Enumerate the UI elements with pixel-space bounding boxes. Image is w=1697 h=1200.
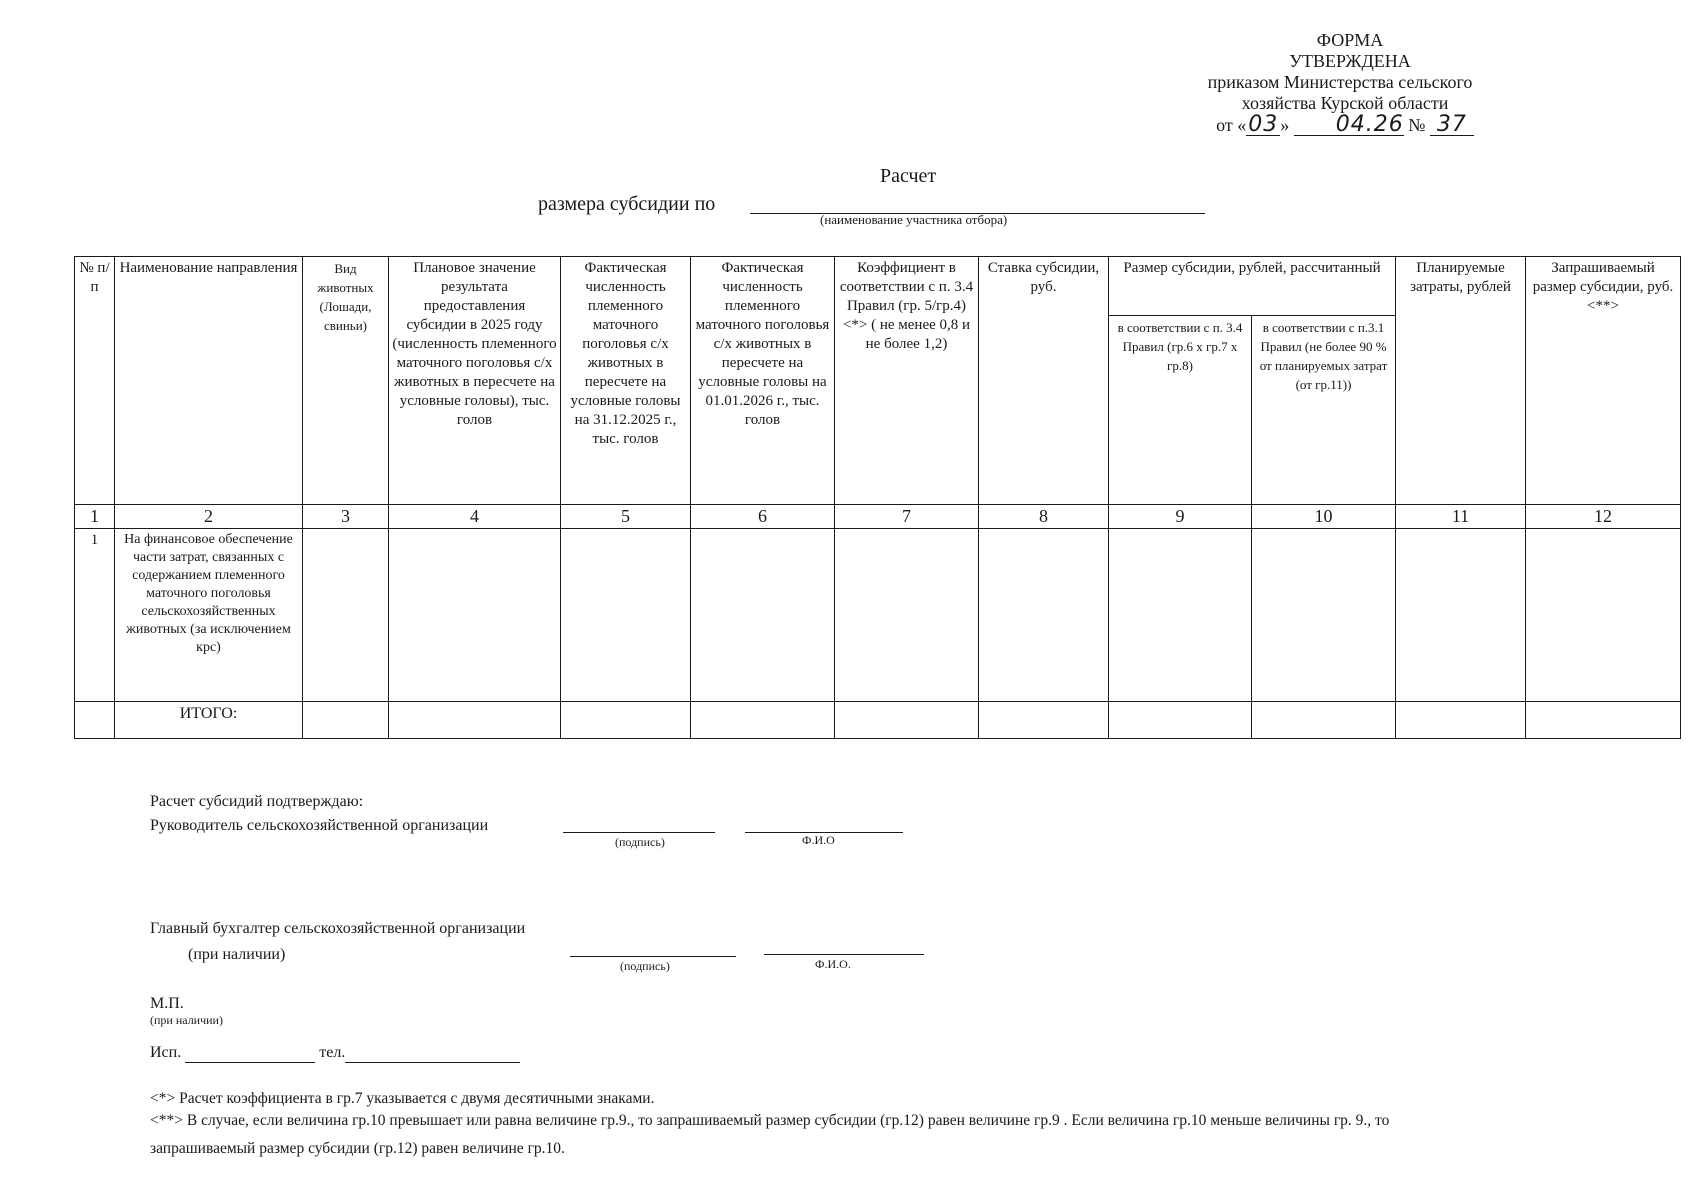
col-number: 6 — [691, 505, 835, 529]
date-day: 03 — [1248, 112, 1279, 137]
form-label: ФОРМА — [1316, 30, 1384, 50]
total-cell[interactable] — [303, 702, 389, 739]
note-2: <**> В случае, если величина гр.10 превышает или равна величине гр.9., то запрашиваемый размер субсидии (гр.12) равен величине гр.9 . Если величина гр.10 меньше величины гр. 9., то — [150, 1112, 1390, 1129]
accountant-signature-line[interactable] — [570, 956, 736, 957]
cell-planned-costs[interactable] — [1396, 529, 1526, 702]
col-header-rate: Ставка субсидии, руб. — [979, 257, 1109, 505]
ministry-line: хозяйства Курской области — [1241, 93, 1449, 113]
col-header-subsidy-by-3-1: в соответствии с п.3.1 Правил (не более 90 % от планируемых затрат (от гр.11)) — [1252, 316, 1396, 505]
col-number: 8 — [979, 505, 1109, 529]
accountant-if-any: (при наличии) — [188, 946, 286, 963]
col-header-coefficient: Коэффициент в соответствии с п. 3.4 Правил (гр. 5/гр.4) <*> ( не менее 0,8 и не более 1,2) — [835, 257, 979, 505]
doc-title: Расчет — [880, 165, 937, 187]
cell-rate[interactable] — [979, 529, 1109, 702]
order-date-line — [1170, 114, 1520, 136]
col-number: 5 — [561, 505, 691, 529]
stamp-label: М.П. — [150, 995, 184, 1012]
total-cell[interactable] — [979, 702, 1109, 739]
row-direction-name: На финансовое обеспечение части затрат, связанных с содержанием племенного маточного поголовья сельскохозяйственных животных (за исключением крс) — [115, 529, 303, 702]
order-line: приказом Министерства сельского — [1207, 72, 1473, 92]
col-header-num: № п/п — [75, 257, 115, 505]
col-number: 3 — [303, 505, 389, 529]
total-cell[interactable] — [1109, 702, 1252, 739]
cell-actual-2025[interactable] — [561, 529, 691, 702]
cell-coefficient[interactable] — [835, 529, 979, 702]
total-cell[interactable] — [389, 702, 561, 739]
note-3: запрашиваемый размер субсидии (гр.12) равен величине гр.10. — [150, 1140, 565, 1157]
head-fio-caption: Ф.И.О — [802, 833, 835, 847]
total-row — [75, 702, 1681, 739]
cell-plan-value[interactable] — [389, 529, 561, 702]
order-number: 37 — [1430, 114, 1474, 136]
accountant-label: Главный бухгалтер сельскохозяйственной организации — [150, 920, 526, 937]
subsidy-table — [74, 256, 1681, 739]
cell-actual-2026[interactable] — [691, 529, 835, 702]
date-prefix: от « — [1216, 115, 1247, 135]
head-signature-caption: (подпись) — [615, 835, 665, 849]
col-number: 1 — [75, 505, 115, 529]
col-number: 4 — [389, 505, 561, 529]
col-number: 7 — [835, 505, 979, 529]
phone-field[interactable] — [345, 1044, 520, 1063]
cell-animal-type[interactable] — [303, 529, 389, 702]
executor-label: Исп. — [150, 1044, 182, 1061]
col-number: 10 — [1252, 505, 1396, 529]
approved-label: УТВЕРЖДЕНА — [1289, 51, 1411, 71]
accountant-fio-caption: Ф.И.О. — [815, 957, 851, 971]
header-row — [75, 257, 1681, 316]
phone-label: тел. — [319, 1044, 346, 1061]
participant-caption: (наименование участника отбора) — [820, 212, 1008, 227]
approval-header — [1180, 30, 1520, 136]
executor-field[interactable] — [185, 1044, 315, 1063]
col-header-plan-value: Плановое значение результата предоставления субсидии в 2025 году (численность племенного маточного поголовья с/х животных в пересчете на условные головы), тыс. голов — [389, 257, 561, 505]
confirm-label: Расчет субсидий подтверждаю: — [150, 793, 364, 810]
accountant-fio-line[interactable] — [764, 954, 924, 955]
total-cell[interactable] — [835, 702, 979, 739]
col-number: 2 — [115, 505, 303, 529]
column-numbers-row — [75, 505, 1681, 529]
doc-subtitle: размера субсидии по — [538, 193, 716, 215]
total-empty — [75, 702, 115, 739]
total-cell[interactable] — [1396, 702, 1526, 739]
date-mid: » — [1280, 115, 1290, 135]
col-header-name: Наименование направления — [115, 257, 303, 505]
col-header-actual-2026: Фактическая численность племенного маточного поголовья с/х животных в пересчете на условные головы на 01.01.2026 г., тыс. голов — [691, 257, 835, 505]
col-number: 12 — [1526, 505, 1681, 529]
total-label: ИТОГО: — [115, 702, 303, 739]
table-row — [75, 529, 1681, 702]
total-cell[interactable] — [1252, 702, 1396, 739]
number-sign: № — [1408, 115, 1426, 135]
total-cell[interactable] — [691, 702, 835, 739]
cell-subsidy-by-3-4[interactable] — [1109, 529, 1252, 702]
row-number: 1 — [75, 529, 115, 702]
stamp-note: (при наличии) — [150, 1013, 223, 1027]
col-header-subsidy-by-3-4: в соответствии с п. 3.4 Правил (гр.6 х гр.7 х гр.8) — [1109, 316, 1252, 505]
col-number: 11 — [1396, 505, 1526, 529]
date-month: 04.26 — [1294, 114, 1404, 136]
col-header-actual-2025: Фактическая численность племенного маточного поголовья с/х животных в пересчете на условные головы на 31.12.2025 г., тыс. голов — [561, 257, 691, 505]
cell-subsidy-by-3-1[interactable] — [1252, 529, 1396, 702]
col-header-requested: Запрашиваемый размер субсидии, руб. <**> — [1526, 257, 1681, 505]
head-label: Руководитель сельскохозяйственной организации — [150, 817, 489, 834]
head-signature-line[interactable] — [563, 832, 715, 833]
col-header-animal-type: Вид животных (Лошади, свиньи) — [303, 257, 389, 505]
executor-line — [150, 1044, 520, 1063]
total-cell[interactable] — [1526, 702, 1681, 739]
note-1: <*> Расчет коэффициента в гр.7 указывается с двумя десятичными знаками. — [150, 1090, 655, 1107]
col-number: 9 — [1109, 505, 1252, 529]
col-header-planned-costs: Планируемые затраты, рублей — [1396, 257, 1526, 505]
cell-requested[interactable] — [1526, 529, 1681, 702]
total-cell[interactable] — [561, 702, 691, 739]
accountant-signature-caption: (подпись) — [620, 959, 670, 973]
col-header-subsidy-group: Размер субсидии, рублей, рассчитанный — [1109, 257, 1396, 316]
